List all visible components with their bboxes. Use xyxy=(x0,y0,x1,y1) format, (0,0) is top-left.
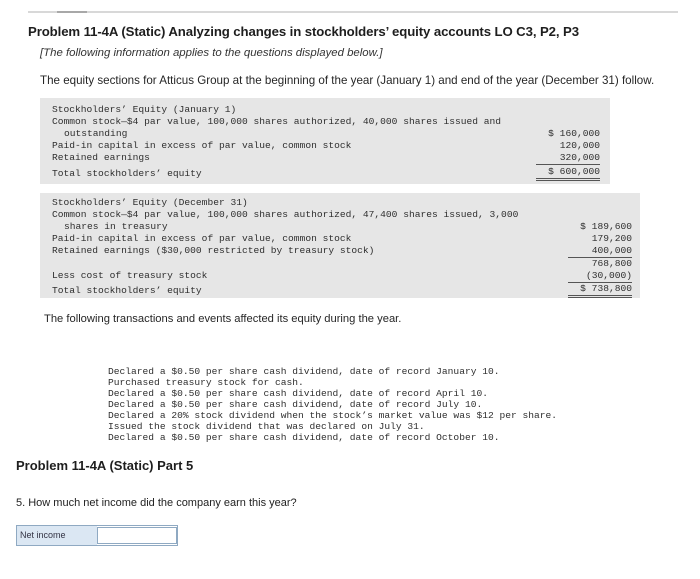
part-title: Problem 11-4A (Static) Part 5 xyxy=(16,458,194,473)
dec-retained-label: Retained earnings ($30,000 restricted by treasury stock) xyxy=(52,245,375,256)
jan-paid-in-label: Paid-in capital in excess of par value, common stock xyxy=(52,140,352,151)
dec-treasury-label: Less cost of treasury stock xyxy=(52,270,208,281)
transaction-text: Purchased treasury stock for cash. xyxy=(108,377,304,388)
dec-total-label: Total stockholders’ equity xyxy=(52,285,202,296)
equity-section-december xyxy=(40,193,640,298)
jan-paid-in-amount: 120,000 xyxy=(559,140,600,151)
dec-paid-in-label: Paid-in capital in excess of par value, common stock xyxy=(52,233,352,244)
dec-treasury-amount: (30,000) xyxy=(568,270,632,283)
transaction-text: Issued the stock dividend that was declared on July 31. xyxy=(108,421,425,432)
transaction-text: Declared a $0.50 per share cash dividend, date of record July 10. xyxy=(108,399,483,410)
transaction-text: Declared a $0.50 per share cash dividend, date of record April 10. xyxy=(108,388,488,399)
jan-total-label: Total stockholders’ equity xyxy=(52,168,202,179)
jan-common-stock-label: Common stock—$4 par value, 100,000 shares authorized, 40,000 shares issued and xyxy=(52,116,502,127)
jan-retained-label: Retained earnings xyxy=(52,152,150,163)
dec-heading: Stockholders’ Equity (December 31) xyxy=(52,197,248,208)
question-text: 5. How much net income did the company earn this year? xyxy=(16,497,297,509)
answer-row xyxy=(16,525,178,546)
dec-common-stock-label: Common stock—$4 par value, 100,000 shares authorized, 47,400 shares issued, 3,000 xyxy=(52,209,519,220)
top-divider-accent xyxy=(57,11,87,13)
equity-section-january xyxy=(40,98,610,184)
transaction-text: Declared a $0.50 per share cash dividend, date of record January 10. xyxy=(108,366,500,377)
jan-retained-amount: 320,000 xyxy=(536,152,600,165)
top-divider xyxy=(28,11,678,13)
jan-common-stock-amount: $ 160,000 xyxy=(548,128,600,139)
net-income-label: Net income xyxy=(17,526,97,545)
dec-subtotal-amount: 768,800 xyxy=(591,258,632,269)
jan-heading: Stockholders’ Equity (January 1) xyxy=(52,104,237,115)
dec-paid-in-amount: 179,200 xyxy=(591,233,632,244)
net-income-input[interactable] xyxy=(97,527,177,544)
equity-intro-text: The equity sections for Atticus Group at the beginning of the year (January 1) and end of the year (December 31) follow. xyxy=(40,74,655,87)
dec-total-amount: $ 738,800 xyxy=(568,283,632,298)
transaction-text: Declared a $0.50 per share cash dividend, date of record October 10. xyxy=(108,432,500,443)
jan-common-stock-label-cont: outstanding xyxy=(64,128,128,139)
problem-title: Problem 11-4A (Static) Analyzing changes in stockholders’ equity accounts LO C3, P2, P3 xyxy=(28,24,579,39)
dec-retained-amount: 400,000 xyxy=(568,245,632,258)
transaction-text: Declared a 20% stock dividend when the stock’s market value was $12 per share. xyxy=(108,410,558,421)
intro-note: [The following information applies to the questions displayed below.] xyxy=(40,47,383,59)
dec-common-stock-amount: $ 189,600 xyxy=(580,221,632,232)
dec-common-stock-label-cont: shares in treasury xyxy=(64,221,168,232)
jan-total-amount: $ 600,000 xyxy=(536,166,600,181)
events-intro-text: The following transactions and events affected its equity during the year. xyxy=(44,313,402,325)
